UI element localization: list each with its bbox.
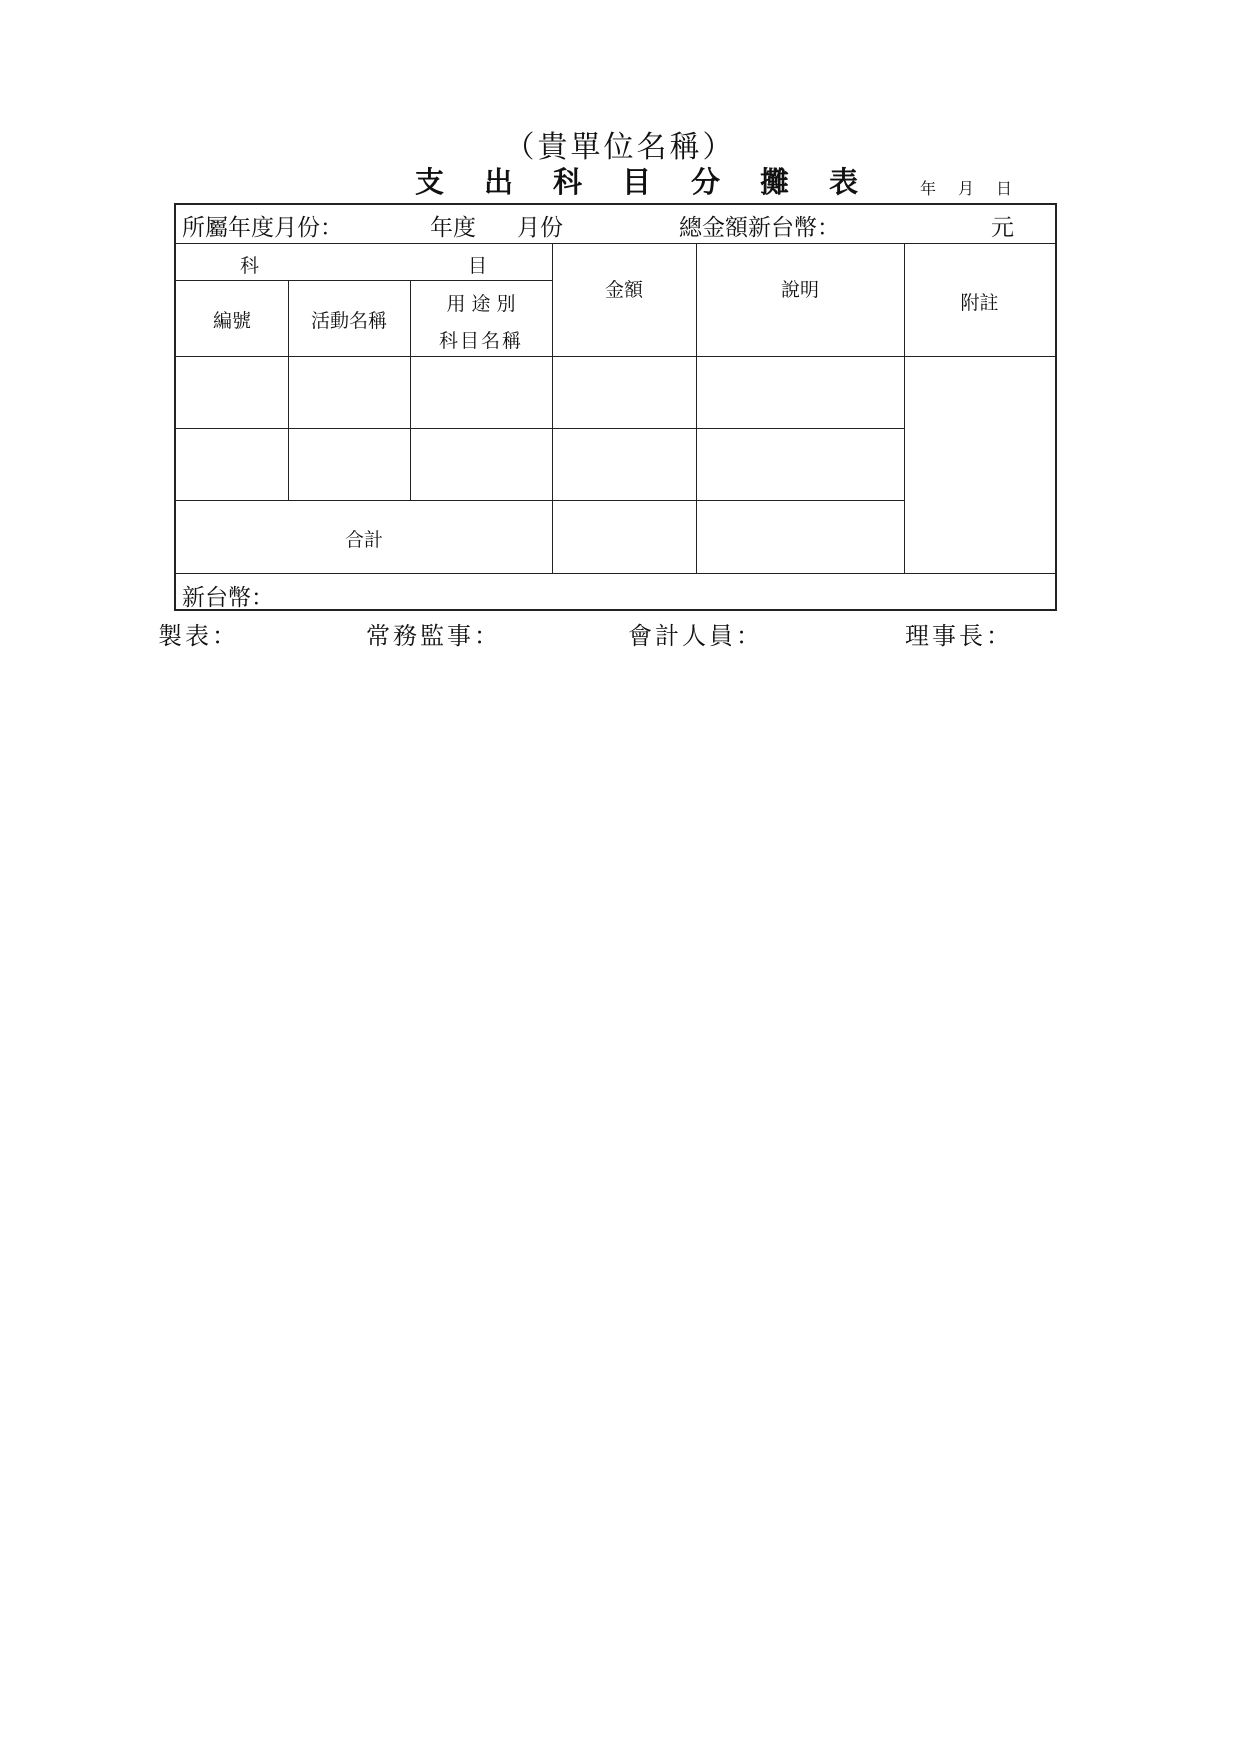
- date-day-label: 日: [996, 179, 1035, 198]
- total-row-label: 合計: [344, 529, 383, 551]
- rule-header-bottom: [176, 356, 1055, 357]
- ntd-amount-label: 新台幣：: [182, 585, 274, 611]
- date-month-label: 月: [958, 179, 997, 198]
- column-header-activity: 活動名稱: [310, 310, 387, 332]
- rule-info-row: [176, 243, 1055, 244]
- rule-row-1: [176, 428, 904, 429]
- period-year-field: 年度: [430, 215, 476, 241]
- subject-header-right: 目: [468, 255, 488, 277]
- period-month-field: 月份: [517, 215, 563, 241]
- subject-header-left: 科: [240, 255, 260, 277]
- rule-subject-row: [176, 280, 552, 281]
- signature-prepared-by: 製表：: [158, 622, 239, 650]
- signature-managing-supervisor: 常務監事：: [366, 622, 501, 650]
- column-header-description: 說明: [780, 279, 819, 301]
- currency-unit: 元: [991, 215, 1014, 241]
- column-header-usage-line1: 用 途 別: [446, 293, 516, 315]
- rule-row-2: [176, 500, 904, 501]
- column-header-usage-line2: 科目名稱: [438, 330, 523, 352]
- expense-allocation-table: [174, 203, 1057, 611]
- total-amount-label: 總金額新台幣：: [679, 215, 840, 241]
- organization-name: （貴單位名稱）: [504, 130, 736, 165]
- period-label: 所屬年度月份：: [182, 215, 343, 241]
- column-header-amount: 金額: [604, 279, 643, 301]
- date-year-label: 年: [920, 179, 959, 198]
- column-header-remarks: 附註: [960, 292, 999, 314]
- date-fields: [920, 176, 1034, 199]
- form-title: 支出科目分攤表: [415, 165, 899, 199]
- rule-total-row: [176, 573, 1055, 574]
- column-header-number: 編號: [212, 310, 251, 332]
- signature-accountant: 會計人員：: [628, 622, 763, 650]
- signature-chairman: 理事長：: [905, 622, 1013, 650]
